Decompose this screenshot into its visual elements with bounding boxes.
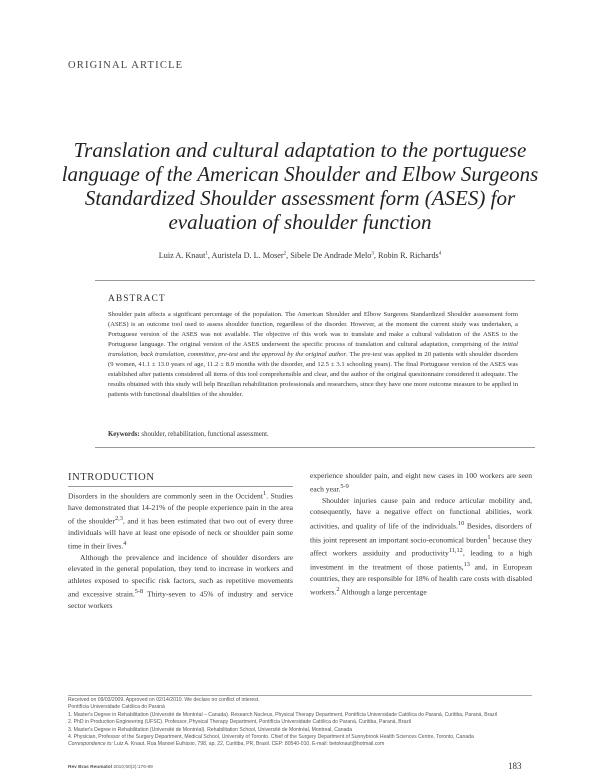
author-separator: , xyxy=(207,251,212,260)
author-affiliation: 1 xyxy=(205,251,208,257)
footnote: 3. Master's Degree in Rehabilitation (Université de Montréal). Rehabilitation School, Université de Montréal, Montreal, Canada xyxy=(68,726,353,733)
paragraph: Although the prevalence and incidence of shoulder disorders are elevated in the general population, they tend to increase in workers and athletes exposed to specific risk factors, such as repetitive movements and excessive strain.$^{5-8}$ Thirty-seven to 45% of industry and service sector workers xyxy=(68,553,293,610)
abstract-heading: ABSTRACT xyxy=(108,294,166,304)
journal-name: Rev Bras Reumatol xyxy=(68,765,112,770)
heading-rule xyxy=(68,486,293,487)
body-column-left xyxy=(68,488,293,611)
page-number: 183 xyxy=(508,761,522,771)
footnote: Received on 09/03/2009. Approved on 02/14/2010. We declare no conflict of interest. xyxy=(68,697,260,703)
footnote-rule xyxy=(68,695,532,696)
footnote: Pontifícia Universidade Católica do Paraná xyxy=(68,704,165,711)
author-affiliation: 2 xyxy=(283,251,287,257)
author-separator: , xyxy=(373,251,378,260)
author: Luiz A. Knaut xyxy=(158,251,206,260)
author-affiliation: 4 xyxy=(438,251,442,257)
body-column-right xyxy=(310,470,532,598)
keywords-text: shoulder, rehabilitation, functional assessment. xyxy=(139,431,269,438)
author: Sibele De Andrade Melo xyxy=(290,251,372,260)
journal-citation xyxy=(68,765,153,770)
correspondence: Correspondence to: Luiz A. Knaut. Rua Manoel Eufrásio, 798, ap. 22, Curitiba, PR, Brasil. CEP: 80540-010. E-mail: betoknaut@hotmail.com xyxy=(68,741,385,748)
article-title: Translation and cultural adaptation to the portuguese language of the American Shoulder and Elbow Surgeons Standardized Shoulder assessment form (ASES) for evaluation of shoulder function xyxy=(61,138,539,234)
introduction-heading: INTRODUCTION xyxy=(68,472,155,483)
author: Auristela D. L. Moser xyxy=(211,251,284,260)
citation: 2010;50(2):176-89 xyxy=(112,765,153,770)
author-list xyxy=(60,251,540,260)
author-affiliation: 3 xyxy=(371,251,374,257)
section-label: ORIGINAL ARTICLE xyxy=(68,60,184,71)
footnote: 2. PhD in Production Engineering (UFSC). Professor, Physical Therapy Department, Pontifícia Universidade Católica do Paraná, Curitiba, Paraná, Brazil xyxy=(68,719,412,726)
footnote: 4. Physician, Professor of the Surgery Department, Medical School, University of Toronto. Chief of the Surgery Department of Sunnybrook Health Sciences Centre, Toronto, Canada xyxy=(68,734,474,741)
keywords xyxy=(108,431,269,438)
paragraph: experience shoulder pain, and eight new cases in 100 workers are seen each year.$^{5-9}$ xyxy=(310,471,532,494)
keywords-label: Keywords: xyxy=(108,431,140,438)
paragraph: Shoulder injuries cause pain and reduce articular mobility and, consequently, have a negative effect on functional abilities, work activities, and quality of life of the individuals.$^{10}$ Besides, disorders of this joint represent an important socio-economical burden$^1$ because they affect workers assiduity and productivity$^{11,12}$, leading to a high investment in the treatment of those patients,$^{13}$ and, in European countries, they are responsible for 18% of health care costs with disabled workers.$^2$ Although a large percentage xyxy=(310,496,533,597)
abstract-text: Shoulder pain affects a significant percentage of the population. The American Shoulder and Elbow Surgeons Standardized Shoulder assessment form (ASES) is an outcome tool used to assess shoulder function, regardless of the disorder. However, at the moment the current study was undertaken, a Portuguese version of the ASES was not available. The objective of this work was to translate and make a cultural validation of the ASES to the Portuguese language. The original version of the ASES underwent the specific process of translation and cultural adaptation, comprising of the initial translation, back translation, committee, pre-test and the approval by the original author. The pre-test was applied in 20 patients with shoulder disorders (9 women, 41.1 ± 13.0 years of age, 11.2 ± 8.9 months with the disorder, and 12.5 ± 3.1 schooling years). The final Portuguese version of the ASES was established after patients considered all items of this tool comprehensible and clear, and the author of the original questionnaire considered it adequate. The results obtained with this study will help Brazilian rehabilitation professionals and researchers, since they have one more outcome measure to be applied in patients with functional disabilities of the shoulder. xyxy=(108,311,518,398)
footnotes xyxy=(68,697,532,749)
paragraph: Disorders in the shoulders are commonly seen in the Occident$^1$. Studies have demonstrated that 14-21% of the people experience pain in the area of the shoulder$^{2,3}$, and it has been estimated that two out of every three individuals will have at least one episode of neck or shoulder pain some time in their lives.$^4$ xyxy=(68,490,293,551)
author: Robin R. Richards xyxy=(378,251,439,260)
footnote: 1. Master's Degree in Rehabilitation (Université de Montréal – Canada). Research Nucleus, Physical Therapy Department, Pontifícia Universidade Católica do Paraná, Curitiba, Paraná, Brazil xyxy=(68,711,497,718)
author-separator: , xyxy=(286,251,291,260)
